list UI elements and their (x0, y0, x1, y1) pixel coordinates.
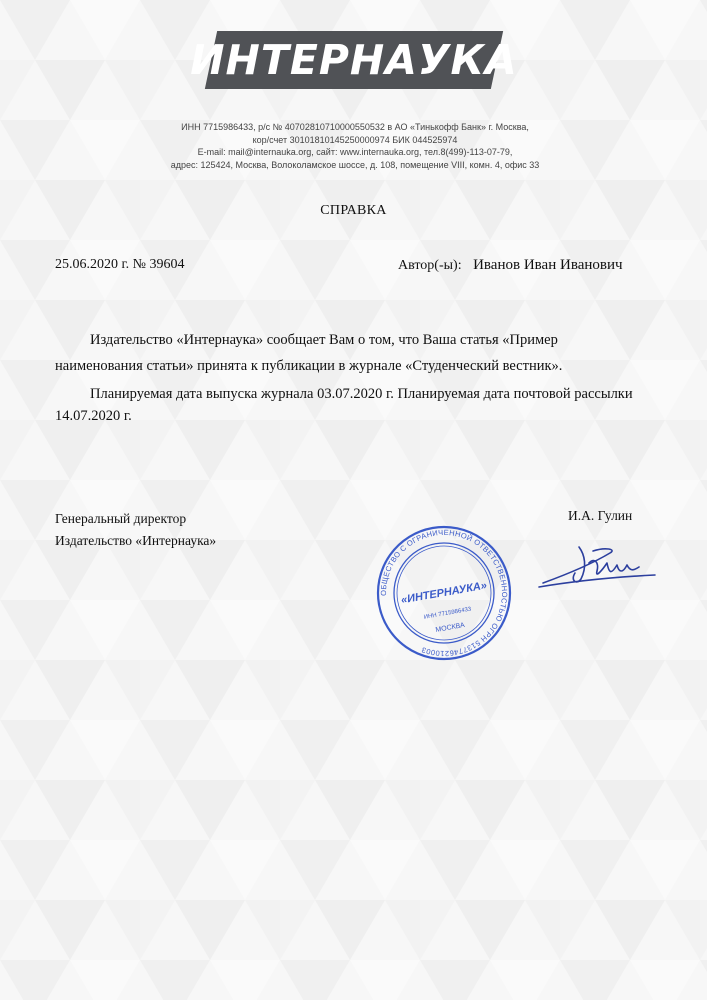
author-line (398, 257, 623, 274)
position-line-1: Генеральный директор (55, 511, 187, 526)
paragraph-1-line-1: Издательство «Интернаука» сообщает Вам о том, что Ваша статья «Пример (90, 332, 558, 348)
company-requisites (160, 121, 550, 171)
company-logo: ИНТЕРНАУКА (190, 36, 518, 84)
paragraph-2-line-1: Планируемая дата выпуска журнала 03.07.2020 г. Планируемая дата почтовой рассылки (90, 386, 633, 402)
stamp-city: МОСКВА (435, 621, 466, 634)
director-signature (535, 535, 665, 595)
position-line-2: Издательство «Интернаука» (55, 533, 217, 548)
requisites-line: ИНН 7715986433, р/с № 40702810710000550532 в АО «Тинькофф Банк» г. Москва, (181, 122, 529, 132)
company-stamp (374, 523, 514, 663)
paragraph-2-line-2: 14.07.2020 г. (55, 408, 132, 424)
requisites-line: адрес: 125424, Москва, Волоколамское шоссе, д. 108, помещение VIII, комн. 4, офис 33 (170, 159, 540, 170)
document-title: СПРАВКА (320, 203, 387, 218)
signatory-name: И.А. Гулин (568, 508, 633, 523)
stamp-center-text: «ИНТЕРНАУКА» (400, 579, 488, 607)
author-label: Автор(-ы): (398, 258, 462, 273)
paragraph-1-line-2: наименования статьи» принята к публикации в журнале «Студенческий вестник». (55, 358, 563, 374)
signatory-position (55, 508, 216, 552)
requisites-line: кор/счет 30101810145250000974 БИК 044525974 (252, 134, 458, 145)
stamp-inn-text: ИНН 7715986433 (423, 606, 472, 621)
date-and-number: 25.06.2020 г. № 39604 (55, 257, 185, 272)
stamp-ring-text: ОБЩЕСТВО С ОГРАНИЧЕННОЙ ОТВЕТСТВЕННОСТЬЮ ОГРН 5137746210003 (378, 527, 510, 659)
requisites-line: E-mail: mail@internauka.org, сайт: www.internauka.org, тел.8(499)-113-07-79, (197, 147, 513, 157)
author-name: Иванов Иван Иванович (473, 257, 623, 273)
